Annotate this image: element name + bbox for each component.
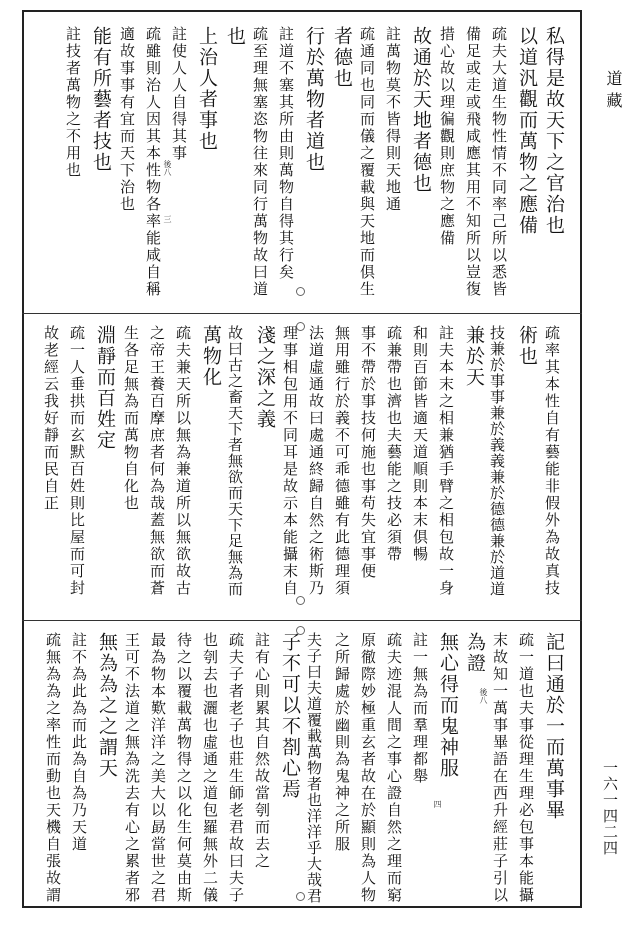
text-column: 理事相包用不同耳是故示本能攝末自 <box>281 325 299 597</box>
text-column: 疏兼帶也濟也夫藝能之技必須帶 <box>385 325 403 563</box>
text-column: 措心故以理徧觀則庶物之應備 <box>438 26 456 247</box>
text-column: 註不為此為而此為自為乃天道 <box>70 632 88 853</box>
binding-mark <box>296 322 305 331</box>
text-column: 以道汎觀而萬物之應備 <box>516 26 538 236</box>
text-column: 者德也 <box>331 26 353 89</box>
text-column: 註夫本末之相兼猶手臂之相包故一身 <box>437 325 455 597</box>
text-column: 無心得而鬼神服 <box>437 632 459 779</box>
text-column: 適故事事有宜而天下治也 <box>118 26 136 213</box>
folio-note: 四 <box>433 800 442 808</box>
folio-note: 後八 <box>163 160 172 176</box>
text-column: 行於萬物者道也 <box>303 26 325 173</box>
text-column: 上治人者事也 <box>196 26 218 152</box>
text-column: 之帝王養百摩庶者何為哉蓋無欲而蒼 <box>148 325 166 597</box>
folio-note: 三 <box>163 215 172 223</box>
band-divider-2 <box>22 620 582 621</box>
text-column: 也刳去也灑也虛通之道包羅無外二儀 <box>201 632 219 904</box>
text-column: 之所歸處於幽則為鬼神之所服 <box>333 632 351 853</box>
binding-mark <box>296 626 305 635</box>
text-column: 術也 <box>516 325 538 367</box>
binding-mark <box>296 287 305 296</box>
text-column: 疏夫子者老子也莊生師老君故曰夫子 <box>227 632 245 904</box>
text-column: 疏雖則治人因其本性物各率能咸自稱 <box>144 26 162 298</box>
band-divider-1 <box>22 313 582 314</box>
text-column: 私得是故天下之官治也 <box>543 26 565 236</box>
text-column: 兼於天 <box>463 325 485 388</box>
text-column: 淵靜而百姓定 <box>94 325 116 451</box>
text-column: 疏通同也同而儀之覆載與天地而俱生 <box>358 26 376 298</box>
text-column: 疏夫迹混人間之事心證自然之理而窮 <box>385 632 403 904</box>
text-column: 註萬物莫不皆得則天地通 <box>384 26 402 213</box>
text-column: 待之以覆載萬物得之以化生何莫由斯 <box>175 632 193 904</box>
text-column: 萬物化 <box>200 325 222 388</box>
folio-note: 後八 <box>479 688 488 704</box>
text-column: 也 <box>224 26 246 47</box>
text-column: 能有所藝者技也 <box>90 26 112 173</box>
text-column: 技兼於事事兼於義義兼於德德兼於道道 <box>488 325 506 597</box>
text-column: 註技者萬物之不用也 <box>64 26 82 179</box>
text-column: 疏率其本性自有藝能非假外為故真技 <box>543 325 561 597</box>
text-column: 最為物本歎洋洋之美大以勗當世之君 <box>149 632 167 904</box>
text-column: 記曰通於一而萬事畢 <box>543 632 565 821</box>
text-column: 疏無為為之率性而動也天機自張故謂 <box>44 632 62 904</box>
text-column: 疏至理無塞恣物往來同行萬物故曰道 <box>251 26 269 298</box>
text-column: 和則百節皆適天道順則本末俱暢 <box>411 325 429 563</box>
text-column: 疏一人垂拱而玄默百姓則比屋而可封 <box>68 325 86 597</box>
text-column: 無為為之之謂天 <box>96 632 118 779</box>
text-column: 疏夫兼天所以無為兼道所以無欲故古 <box>174 325 192 597</box>
text-column: 註有心則累其自然故當刳而去之 <box>253 632 271 870</box>
text-column: 末故知一萬事畢語在西升經莊子引以 <box>491 632 509 904</box>
text-column: 法道虛通故曰處通終歸自然之術斯乃 <box>307 325 325 597</box>
text-column: 王可不法道之無為洗去有心之累者邪 <box>123 632 141 904</box>
text-column: 故曰古之畜天下者無欲而天下足無為而 <box>226 325 244 597</box>
text-column: 疏夫大道生物性情不同率己所以悉皆 <box>490 26 508 298</box>
text-column: 事不帶於事技何施也事苟失宜事便 <box>359 325 377 580</box>
text-column: 生各足無為而萬物自化也 <box>122 325 140 512</box>
text-column: 子不可以不剳心焉 <box>279 632 301 800</box>
binding-mark <box>296 892 305 901</box>
page-number: 一六一四二四 <box>601 760 619 856</box>
text-column: 為證 <box>464 632 486 674</box>
text-column: 無用雖行於義不可乖德雖有此德理須 <box>333 325 351 597</box>
text-column: 原徹際妙極重玄者故在於顯則為人物 <box>359 632 377 904</box>
margin-title: 道藏 <box>604 70 623 114</box>
text-column: 備足或走或飛咸應其用不知所以豈復 <box>464 26 482 298</box>
binding-mark <box>296 596 305 605</box>
text-column: 淺之深之義 <box>254 325 276 430</box>
text-column: 故老經云我好靜而民自正 <box>42 325 60 512</box>
text-column: 註使人人自得其事 <box>170 26 188 162</box>
text-column: 註道不塞其所由則萬物自得其行矣 <box>277 26 295 281</box>
text-column: 夫子曰夫道覆載萬物者也洋洋乎大哉君 <box>305 632 323 904</box>
text-column: 疏一道也夫事從理生理必包事本能攝 <box>517 632 535 904</box>
text-column: 註一無為而羣理都舉 <box>411 632 429 785</box>
text-column: 故通於天地者德也 <box>410 26 432 194</box>
